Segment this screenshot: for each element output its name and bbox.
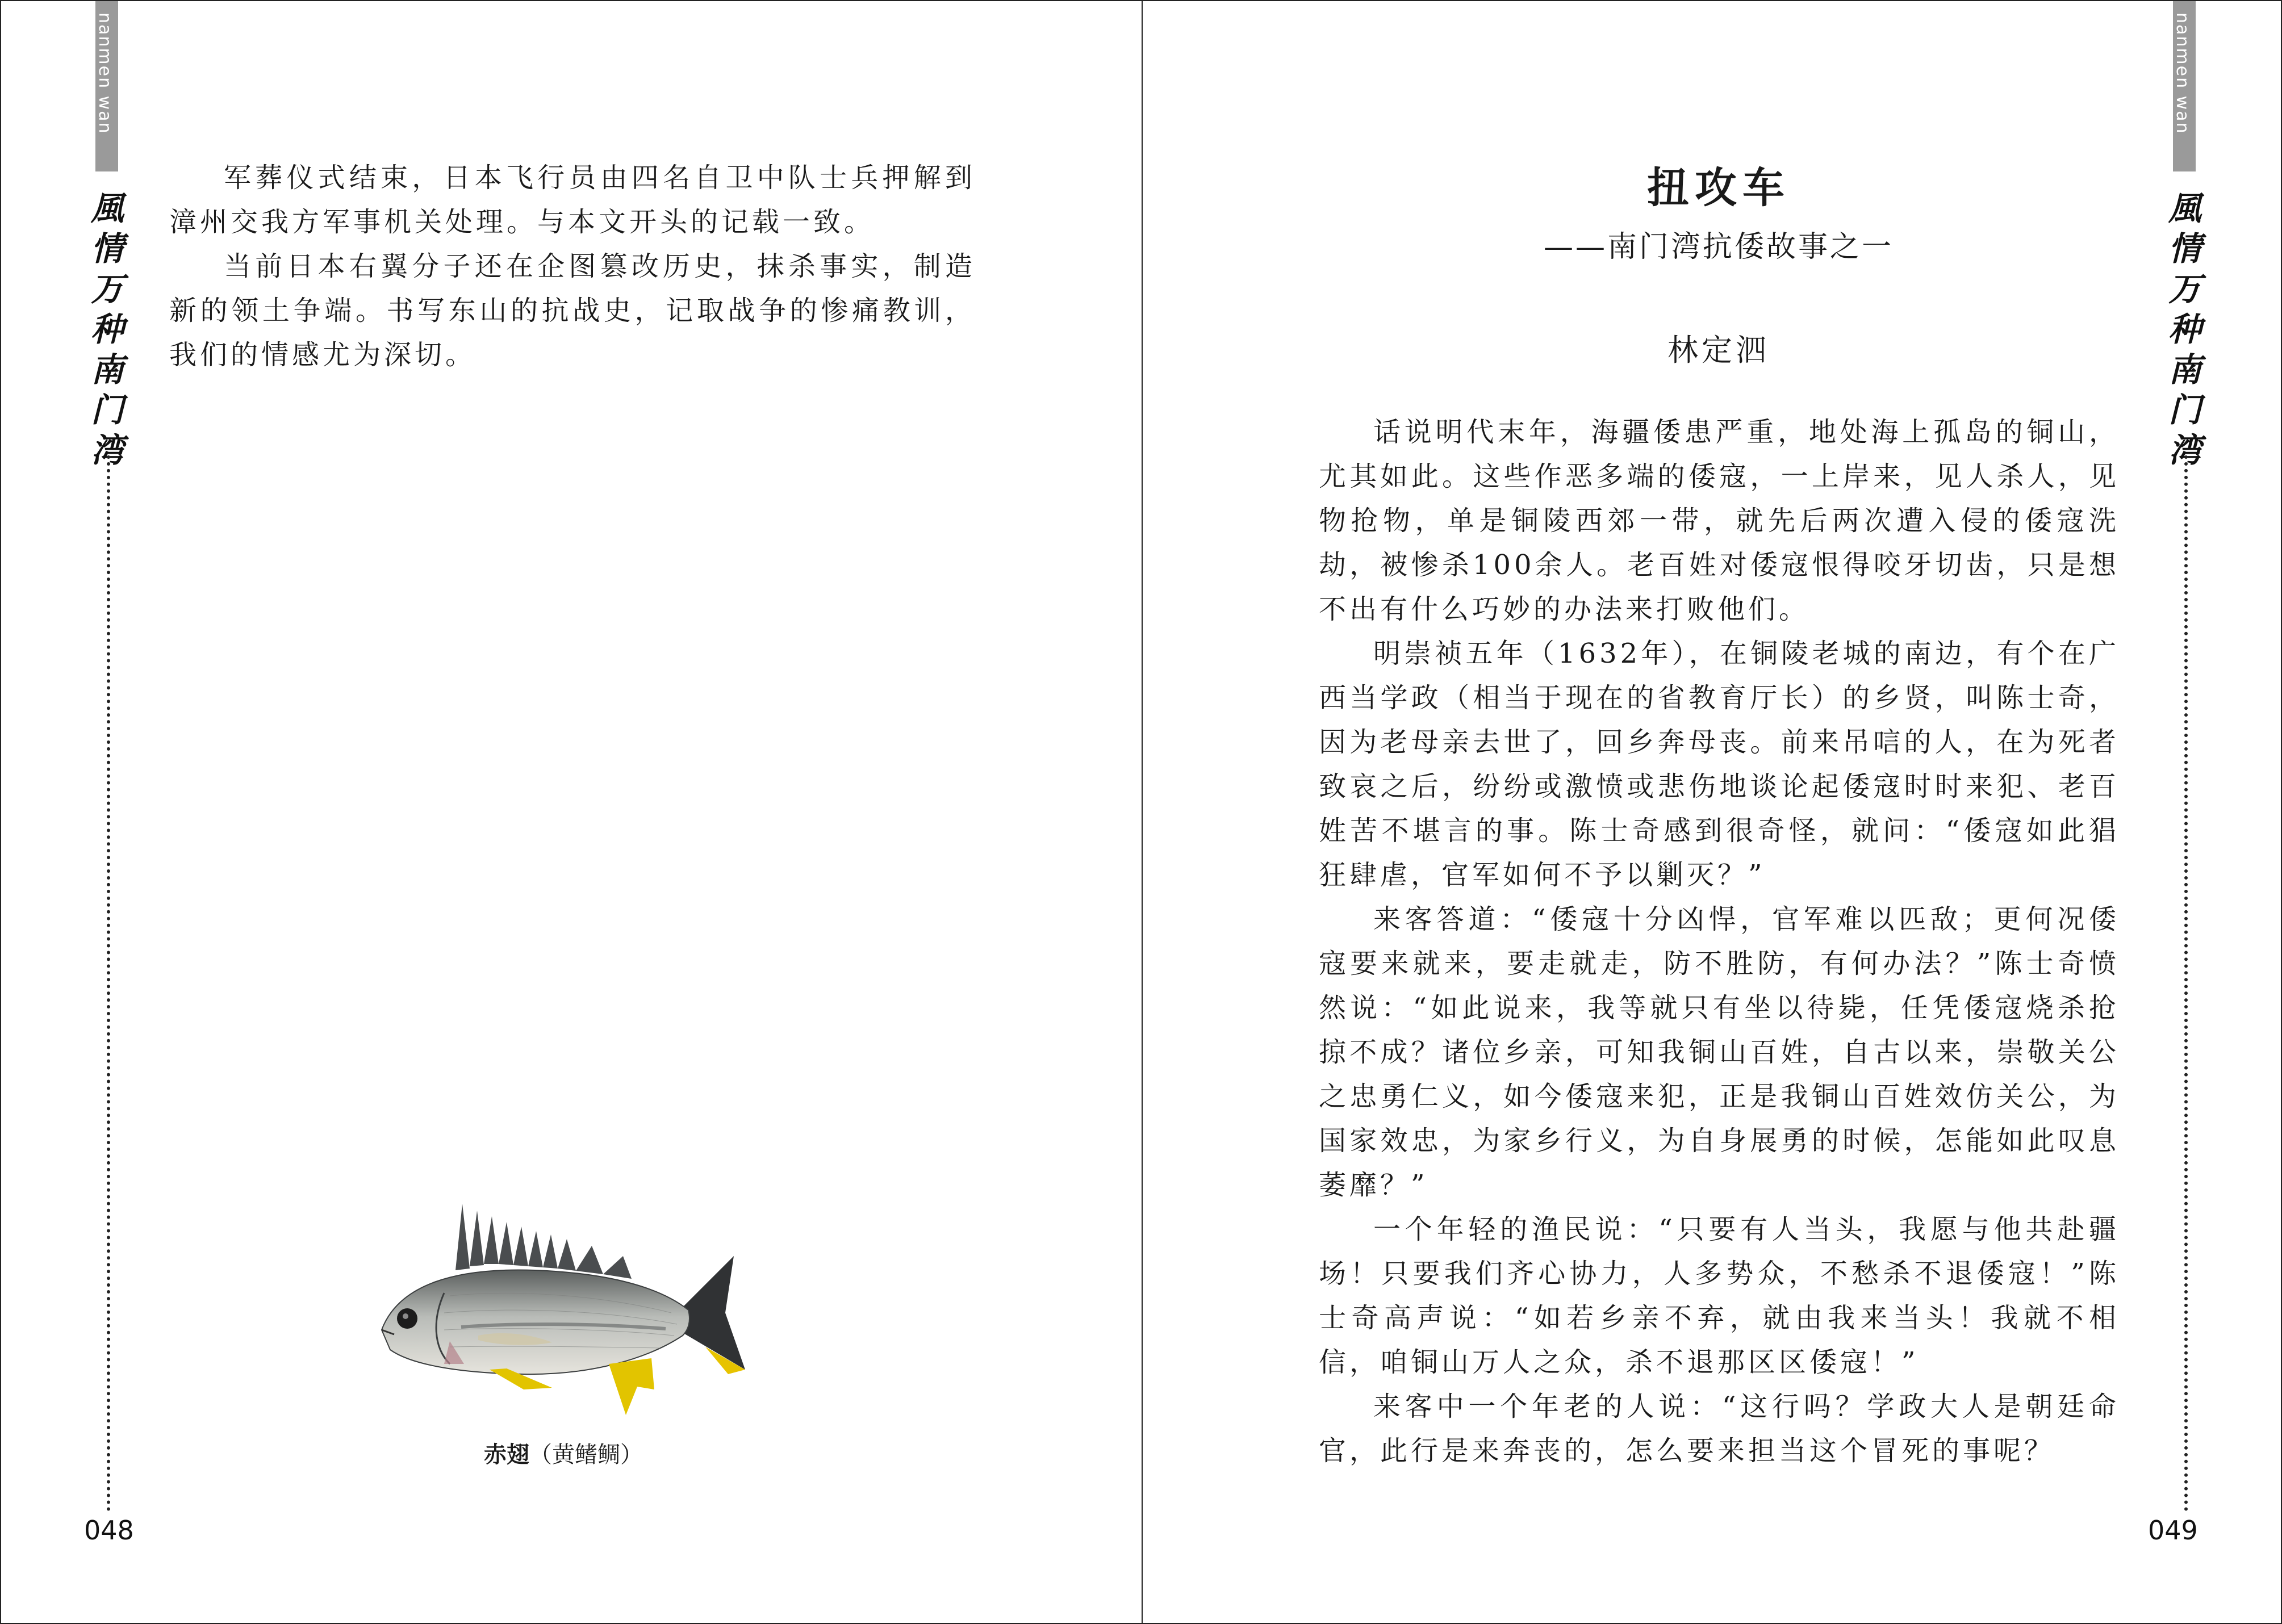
- side-title-char: 种: [2168, 310, 2201, 349]
- dotted-rule: [107, 455, 110, 1512]
- side-title-char: 湾: [2168, 431, 2201, 470]
- side-tab: [95, 1, 118, 171]
- side-title-char: 南: [2168, 350, 2201, 389]
- right-sidebar: [2165, 1, 2205, 1523]
- side-title-char: 風: [90, 189, 124, 228]
- page-number: 049: [2148, 1515, 2198, 1546]
- side-title-char: 情: [90, 229, 124, 268]
- paragraph: 当前日本右翼分子还在企图篡改历史，抹杀事实，制造新的领土争端。书写东山的抗战史，记取战争的惨痛教训，我们的情感尤为深切。: [169, 250, 976, 371]
- side-title-char: 万: [90, 270, 124, 308]
- paragraph: 军葬仪式结束，日本飞行员由四名自卫中队士兵押解到漳州交我方军事机关处理。与本文开头的记载一致。: [169, 162, 976, 238]
- fish-image: [365, 1194, 762, 1432]
- caption-name: 赤翅: [484, 1442, 529, 1468]
- side-title-char: 南: [90, 350, 124, 389]
- article-title: 扭攻车: [1647, 164, 1790, 212]
- left-sidebar: [87, 1, 127, 1523]
- paragraph: 话说明代末年，海疆倭患严重，地处海上孤岛的铜山，尤其如此。这些作恶多端的倭寇，一上岸来，见人杀人，见物抢物，单是铜陵西郊一带，就先后两次遭入侵的倭寇洗劫，被惨杀100余人。老百姓对倭寇恨得咬牙切齿，只是想不出有什么巧妙的办法来打败他们。: [1319, 416, 2120, 625]
- side-tab-text: nanmen wan: [2172, 12, 2192, 135]
- article-author: 林定泗: [1667, 332, 1770, 368]
- left-body-text: [169, 156, 976, 377]
- side-title-char: 湾: [90, 431, 124, 470]
- paragraph: 明崇祯五年（1632年），在铜陵老城的南边，有个在广西当学政（相当于现在的省教育厅长）的乡贤，叫陈士奇，因为老母亲去世了，回乡奔母丧。前来吊唁的人，在为死者致哀之后，纷纷或激愤或悲伤地谈论起倭寇时时来犯、老百姓苦不堪言的事。陈士奇感到很奇怪，就问：“倭寇如此猖狂肆虐，官军如何不予以剿灭？”: [1319, 638, 2120, 891]
- side-tab: [2173, 1, 2196, 171]
- dotted-rule: [2184, 455, 2188, 1512]
- side-title: [87, 189, 127, 471]
- fish-illustration: [365, 1194, 762, 1432]
- paragraph: 来客中一个年老的人说：“这行吗？学政大人是朝廷命官，此行是来奔丧的，怎么要来担当这个冒死的事呢？: [1319, 1391, 2120, 1467]
- side-title-char: 种: [90, 310, 124, 349]
- side-title-char: 门: [2168, 391, 2201, 429]
- left-page: [1, 1, 1142, 1623]
- side-title-char: 風: [2168, 189, 2201, 228]
- side-title-char: 门: [90, 391, 124, 429]
- article-subtitle: ——南门湾抗倭故事之一: [1543, 230, 1894, 264]
- side-title-char: 情: [2168, 229, 2201, 268]
- page-number: 048: [84, 1515, 134, 1546]
- paragraph: 一个年轻的渔民说：“只要有人当头，我愿与他共赴疆场！只要我们齐心协力，人多势众，不愁杀不退倭寇！”陈士奇高声说：“如若乡亲不弃，就由我来当头！我就不相信，咱铜山万人之众，杀不退那区区倭寇！”: [1319, 1213, 2120, 1378]
- side-title: [2165, 189, 2205, 471]
- side-title-char: 万: [2168, 270, 2201, 308]
- right-body-text: [1319, 410, 2120, 1473]
- caption-latin: （黄鳍鲷）: [529, 1442, 643, 1468]
- side-tab-text: nanmen wan: [95, 12, 115, 135]
- fish-caption: [365, 1437, 762, 1469]
- paragraph: 来客答道：“倭寇十分凶悍，官军难以匹敌；更何况倭寇要来就来，要走就走，防不胜防，有何办法？”陈士奇愤然说：“如此说来，我等就只有坐以待毙，任凭倭寇烧杀抢掠不成？诸位乡亲，可知我铜山百姓，自古以来，崇敬关公之忠勇仁义，如今倭寇来犯，正是我铜山百姓效仿关公，为国家效忠，为家乡行义，为自身展勇的时候，怎能如此叹息萎靡？”: [1319, 903, 2120, 1201]
